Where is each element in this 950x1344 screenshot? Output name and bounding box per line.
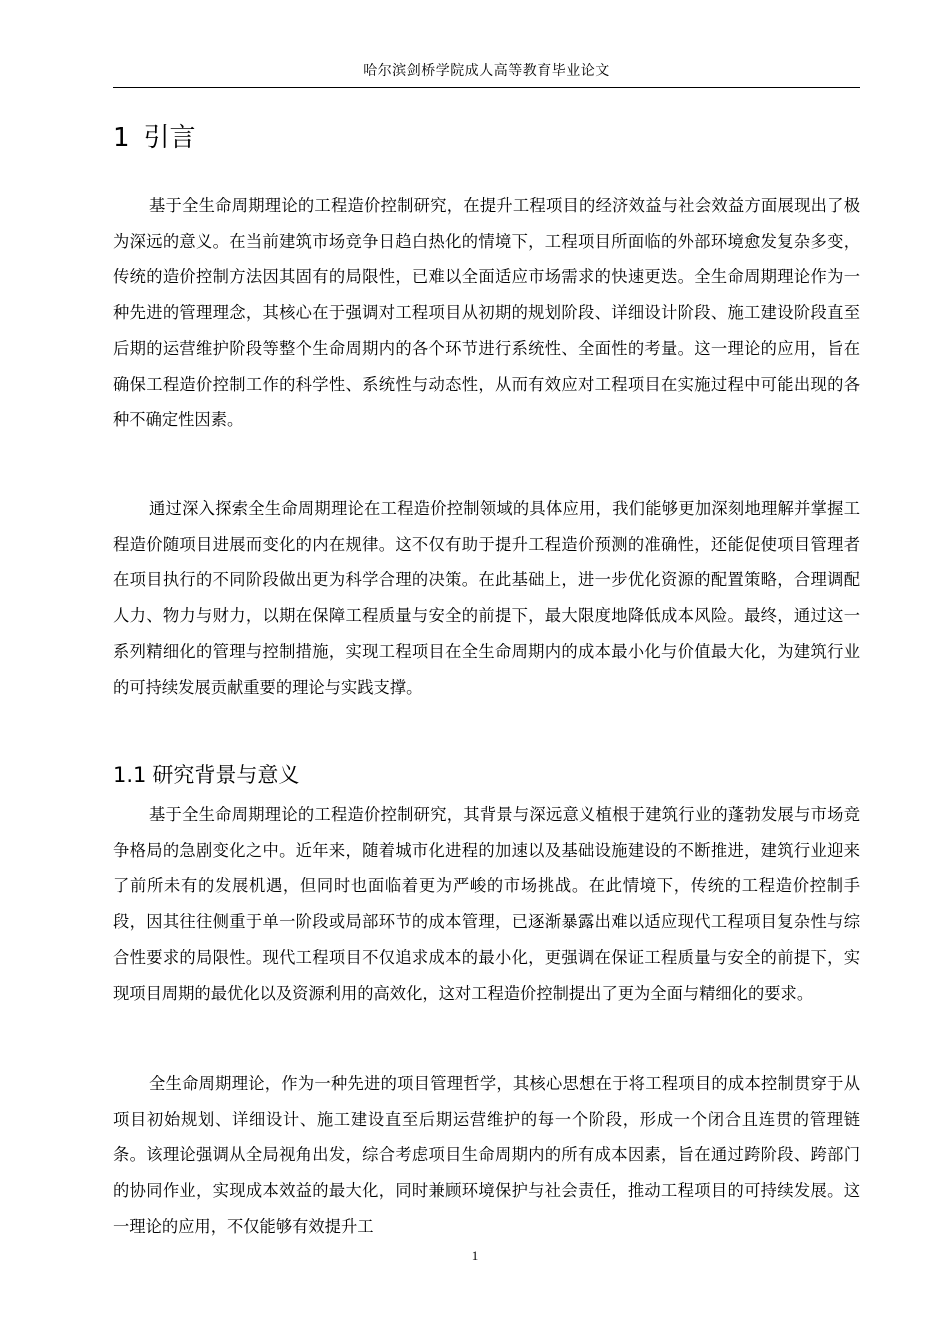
- page-number: 1: [471, 1248, 479, 1263]
- chapter-title: [113, 116, 196, 160]
- running-header: 哈尔滨剑桥学院成人高等教育毕业论文: [363, 63, 610, 79]
- chapter-number: 1: [113, 123, 130, 153]
- paragraph: 通过深入探索全生命周期理论在工程造价控制领域的具体应用，我们能够更加深刻地理解并掌握工程造价随项目进展而变化的内在规律。这不仅有助于提升工程造价预测的准确性，还能促使项目管理者在项目执行的不同阶段做出更为科学合理的决策。在此基础上，进一步优化资源的配置策略，合理调配人力、物力与财力，以期在保障工程质量与安全的前提下，最大限度地降低成本风险。最终，通过这一系列精细化的管理与控制措施，实现工程项目在全生命周期内的成本最小化与价值最大化，为建筑行业的可持续发展贡献重要的理论与实践支撑。: [113, 499, 860, 697]
- chapter-title-text: 引言: [143, 123, 196, 153]
- section-title: [113, 757, 299, 793]
- paragraph: 基于全生命周期理论的工程造价控制研究，在提升工程项目的经济效益与社会效益方面展现出了极为深远的意义。在当前建筑市场竞争日趋白热化的情境下，工程项目所面临的外部环境愈发复杂多变，传统的造价控制方法因其固有的局限性，已难以全面适应市场需求的快速更迭。全生命周期理论作为一种先进的管理理念，其核心在于强调对工程项目从初期的规划阶段、详细设计阶段、施工建设阶段直至后期的运营维护阶段等整个生命周期内的各个环节进行系统性、全面性的考量。这一理论的应用，旨在确保工程造价控制工作的科学性、系统性与动态性，从而有效应对工程项目在实施过程中可能出现的各种不确定性因素。: [113, 196, 860, 430]
- section-title-text: 研究背景与意义: [152, 763, 300, 787]
- paragraph: 全生命周期理论，作为一种先进的项目管理哲学，其核心思想在于将工程项目的成本控制贯穿于从项目初始规划、详细设计、施工建设直至后期运营维护的每一个阶段，形成一个闭合且连贯的管理链条。该理论强调从全局视角出发，综合考虑项目生命周期内的所有成本因素，旨在通过跨阶段、跨部门的协同作业，实现成本效益的最大化，同时兼顾环境保护与社会责任，推动工程项目的可持续发展。这一理论的应用，不仅能够有效提升工: [113, 1074, 860, 1236]
- header-rule: [113, 87, 860, 88]
- paragraph: 基于全生命周期理论的工程造价控制研究，其背景与深远意义植根于建筑行业的蓬勃发展与市场竞争格局的急剧变化之中。近年来，随着城市化进程的加速以及基础设施建设的不断推进，建筑行业迎来了前所未有的发展机遇，但同时也面临着更为严峻的市场挑战。在此情境下，传统的工程造价控制手段，因其往往侧重于单一阶段或局部环节的成本管理，已逐渐暴露出难以适应现代工程项目复杂性与综合性要求的局限性。现代工程项目不仅追求成本的最小化，更强调在保证工程质量与安全的前提下，实现项目周期的最优化以及资源利用的高效化，这对工程造价控制提出了更为全面与精细化的要求。: [113, 805, 860, 1003]
- section-number: 1.1: [113, 763, 147, 787]
